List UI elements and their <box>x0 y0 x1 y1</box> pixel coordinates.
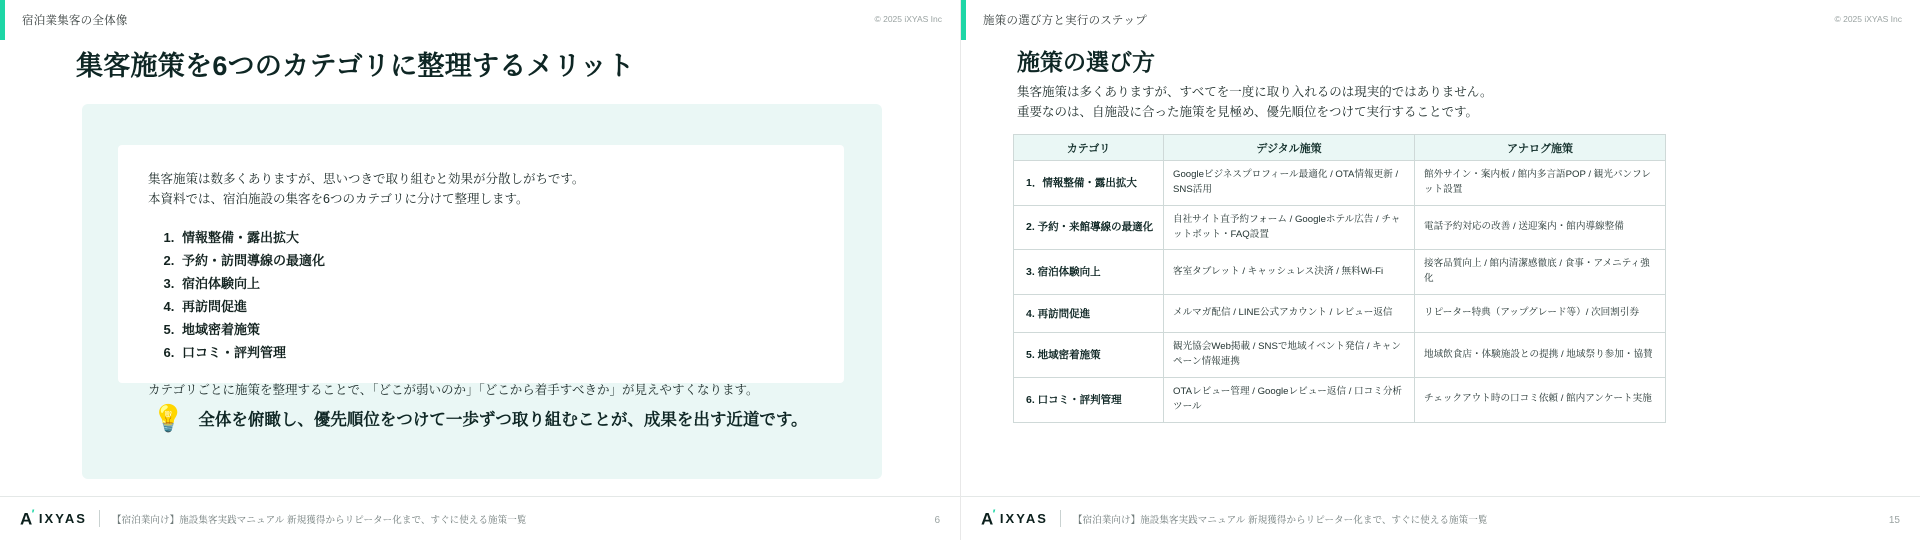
copyright-notice: © 2025 iXYAS Inc <box>874 14 942 24</box>
cell-category: 5. 地域密着施策 <box>1014 333 1164 378</box>
cell-analog: 電話予約対応の改善 / 送迎案内・館内導線整備 <box>1415 205 1666 250</box>
cell-analog: 地域飲食店・体験施設との提携 / 地域祭り参加・協賛 <box>1415 333 1666 378</box>
copyright-notice: © 2025 iXYAS Inc <box>1834 14 1902 24</box>
list-item: 3. 宿泊体験向上 <box>178 272 814 295</box>
lead-line-2: 重要なのは、自施設に合った施策を見極め、優先順位をつけて実行することです。 <box>1017 105 1479 120</box>
logo-text: IXYAS <box>38 511 88 526</box>
brand-logo <box>981 506 1049 529</box>
measures-table <box>1013 134 1666 423</box>
table-row <box>1014 333 1666 378</box>
lead-paragraph <box>148 169 814 210</box>
cell-digital: OTAレビュー管理 / Googleレビュー返信 / 口コミ分析ツール <box>1164 377 1415 422</box>
accent-bar <box>961 0 966 40</box>
accent-bar <box>0 0 5 40</box>
footer-divider <box>99 510 100 527</box>
category-list <box>164 226 814 365</box>
cell-analog: 接客品質向上 / 館内清潔感徹底 / 食事・アメニティ強化 <box>1415 250 1666 295</box>
column-header-category: カテゴリ <box>1014 135 1164 161</box>
footer-divider <box>1060 510 1061 527</box>
table-header-row <box>1014 135 1666 161</box>
lead-line-2: 本資料では、宿泊施設の集客を6つのカテゴリに分けて整理します。 <box>148 192 529 207</box>
cell-digital: 客室タブレット / キャッシュレス決済 / 無料Wi-Fi <box>1164 250 1415 295</box>
logo-text: IXYAS <box>999 511 1049 526</box>
closing-paragraph: カテゴリごとに施策を整理することで、「どこが弱いのか」「どこから着手すべきか」が見えやすくなります。 <box>148 383 759 398</box>
cell-analog: リピーター特典（アップグレード等）/ 次回割引券 <box>1415 295 1666 333</box>
table-row <box>1014 377 1666 422</box>
column-header-digital: デジタル施策 <box>1164 135 1415 161</box>
table-row <box>1014 161 1666 206</box>
footer-note: 【宿泊業向け】施設集客実践マニュアル 新規獲得からリピーター化まで、すぐに使える施策一覧 <box>1073 514 1488 526</box>
logo-mark-icon: A′ <box>20 506 34 529</box>
page-number: 6 <box>934 515 940 526</box>
page-title: 集客施策を6つのカテゴリに整理するメリット <box>76 51 635 81</box>
lead-line-1: 集客施策は多くありますが、すべてを一度に取り入れるのは現実的ではありません。 <box>1017 85 1493 99</box>
slide-footer <box>961 496 1920 540</box>
lightbulb-icon: 💡 <box>152 403 185 433</box>
cell-category: 2. 予約・来館導線の最適化 <box>1014 205 1164 250</box>
column-header-analog: アナログ施策 <box>1415 135 1666 161</box>
cell-category: 1．情報整備・露出拡大 <box>1014 161 1164 206</box>
list-item: 1. 情報整備・露出拡大 <box>178 226 814 249</box>
cell-analog: 館外サイン・案内板 / 館内多言語POP / 観光パンフレット設置 <box>1415 161 1666 206</box>
brand-logo <box>20 506 88 529</box>
cell-analog: チェックアウト時の口コミ依頼 / 館内アンケート実施 <box>1415 377 1666 422</box>
lead-paragraph <box>1017 82 1493 123</box>
content-card <box>118 145 844 398</box>
slide-header-title: 宿泊業集客の全体像 <box>22 15 128 27</box>
cell-digital: Googleビジネスプロフィール最適化 / OTA情報更新 / SNS活用 <box>1164 161 1415 206</box>
table-row <box>1014 295 1666 333</box>
cell-digital: 自社サイト直予約フォーム / Googleホテル広告 / チャットボット・FAQ設置 <box>1164 205 1415 250</box>
cell-digital: 観光協会Web掲載 / SNSで地域イベント発信 / キャンペーン情報連携 <box>1164 333 1415 378</box>
cell-category: 4. 再訪問促進 <box>1014 295 1164 333</box>
page-number: 15 <box>1888 515 1900 526</box>
cell-category: 6. 口コミ・評判管理 <box>1014 377 1164 422</box>
highlight-callout <box>152 405 808 431</box>
highlight-text: 全体を俯瞰し、優先順位をつけて一歩ずつ取り組むことが、成果を出す近道です。 <box>198 411 808 429</box>
table-row <box>1014 250 1666 295</box>
cell-category: 3. 宿泊体験向上 <box>1014 250 1164 295</box>
slide-footer <box>0 496 960 540</box>
logo-mark-icon: A′ <box>981 506 995 529</box>
lead-line-1: 集客施策は数多くありますが、思いつきで取り組むと効果が分散しがちです。 <box>148 172 585 186</box>
list-item: 4. 再訪問促進 <box>178 295 814 318</box>
cell-digital: メルマガ配信 / LINE公式アカウント / レビュー返信 <box>1164 295 1415 333</box>
list-item: 6. 口コミ・評判管理 <box>178 341 814 364</box>
slide-header-title: 施策の選び方と実行のステップ <box>983 15 1147 27</box>
footer-note: 【宿泊業向け】施設集客実践マニュアル 新規獲得からリピーター化まで、すぐに使える施策一覧 <box>112 514 527 526</box>
list-item: 5. 地域密着施策 <box>178 318 814 341</box>
page-title: 施策の選び方 <box>1017 49 1155 75</box>
table-row <box>1014 205 1666 250</box>
list-item: 2. 予約・訪問導線の最適化 <box>178 249 814 272</box>
slide-selection-steps <box>960 0 1920 540</box>
